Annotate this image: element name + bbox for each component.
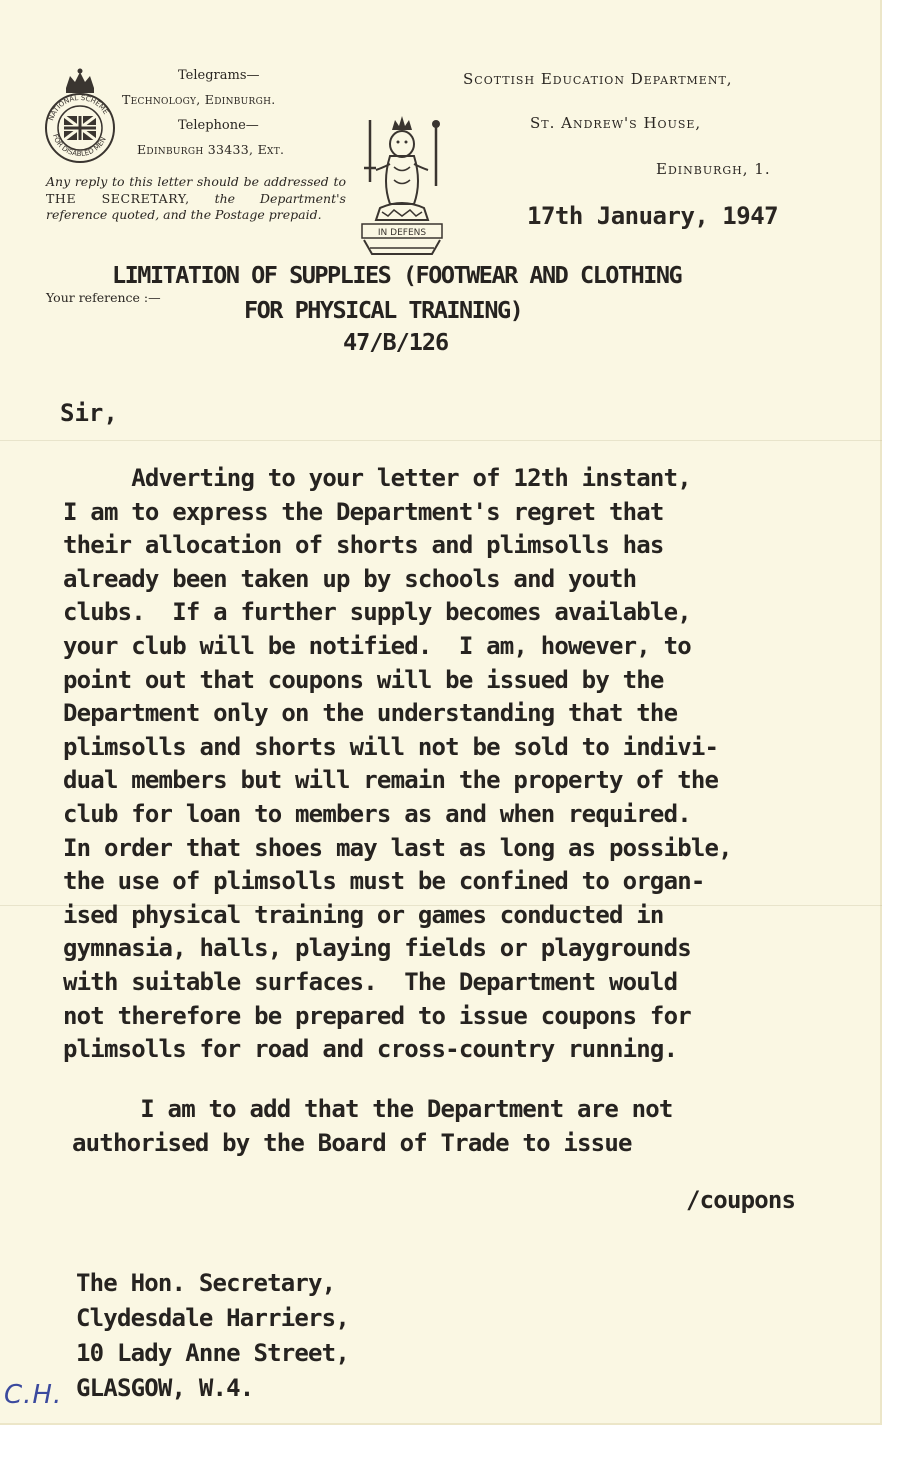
address-line: Clydesdale Harriers, — [76, 1304, 349, 1332]
fold-line — [0, 440, 882, 441]
body-line: authorised by the Board of Trade to issue — [72, 1128, 632, 1157]
body-line: I am to add that the Department are not — [72, 1095, 673, 1123]
body-line: In order that shoes may last as long as possible, — [63, 833, 732, 862]
salutation: Sir, — [60, 399, 118, 427]
telephone-label: Telephone— — [178, 118, 259, 133]
body-line: Department only on the understanding that the — [63, 699, 678, 728]
body-line: dual members but will remain the property of the — [63, 766, 719, 795]
body-line: ised physical training or games conducted in — [63, 900, 664, 929]
address-line: The Hon. Secretary, — [76, 1269, 336, 1297]
seal-text-bottom: FOR DISABLED MEN — [50, 133, 108, 159]
body-line: club for loan to members as and when required. — [63, 799, 691, 828]
address-line: GLASGOW, W.4. — [76, 1374, 254, 1402]
address-line: 10 Lady Anne Street, — [76, 1339, 349, 1367]
body-line: their allocation of shorts and plimsolls has — [63, 531, 664, 560]
reply-instruction-part-2: the Department's reference quoted, and the Postage prepaid. — [46, 190, 346, 222]
body-line: I am to express the Department's regret that — [63, 497, 664, 526]
body-line: with suitable surfaces. The Department would — [63, 967, 678, 996]
department-city: Edinburgh, 1. — [656, 160, 771, 178]
body-line: your club will be notified. I am, however, to — [63, 631, 691, 660]
body-line: plimsolls and shorts will not be sold to indivi- — [63, 732, 719, 761]
reply-instruction-part-1: Any reply to this letter should be addressed to — [46, 174, 346, 189]
paragraph-2 — [72, 1093, 673, 1160]
reply-instructions — [46, 174, 346, 224]
body-line: not therefore be prepared to issue coupons for — [63, 1001, 691, 1030]
subject-line-1: LIMITATION OF SUPPLIES (FOOTWEAR AND CLOTHING — [112, 261, 682, 289]
department-building: St. Andrew's House, — [530, 114, 702, 132]
recipient-address — [76, 1266, 349, 1406]
crest-motto: IN DEFENS — [377, 228, 427, 238]
reply-instruction-secretary: THE SECRETARY, — [46, 190, 190, 206]
letter-date: 17th January, 1947 — [527, 202, 779, 230]
national-scheme-seal-logo — [40, 66, 120, 170]
telephone-number: Edinburgh 33433, Ext. — [137, 142, 285, 157]
paragraph-1 — [63, 462, 732, 1067]
continuation-word: /coupons — [686, 1186, 796, 1214]
body-line: clubs. If a further supply becomes available, — [63, 598, 691, 627]
body-line: gymnasia, halls, playing fields or playgrounds — [63, 934, 691, 963]
telegrams-address: Technology, Edinburgh. — [122, 92, 276, 107]
body-line: the use of plimsolls must be confined to organ- — [63, 867, 705, 896]
reference-number: 47/B/126 — [343, 328, 449, 356]
body-line: point out that coupons will be issued by the — [63, 665, 664, 694]
body-line: already been taken up by schools and youth — [63, 564, 637, 593]
body-line: Adverting to your letter of 12th instant, — [63, 464, 691, 492]
telegrams-label: Telegrams— — [178, 68, 260, 83]
royal-crest-logo — [352, 112, 452, 264]
seal-text-top: NATIONAL SCHEME — [47, 93, 110, 122]
subject-line-2: FOR PHYSICAL TRAINING) — [244, 296, 523, 324]
body-line: plimsolls for road and cross-country running. — [63, 1035, 678, 1064]
your-reference-label: Your reference :— — [46, 290, 161, 305]
handwritten-initials: C.H. — [4, 1380, 63, 1410]
department-name: Scottish Education Department, — [463, 70, 733, 88]
